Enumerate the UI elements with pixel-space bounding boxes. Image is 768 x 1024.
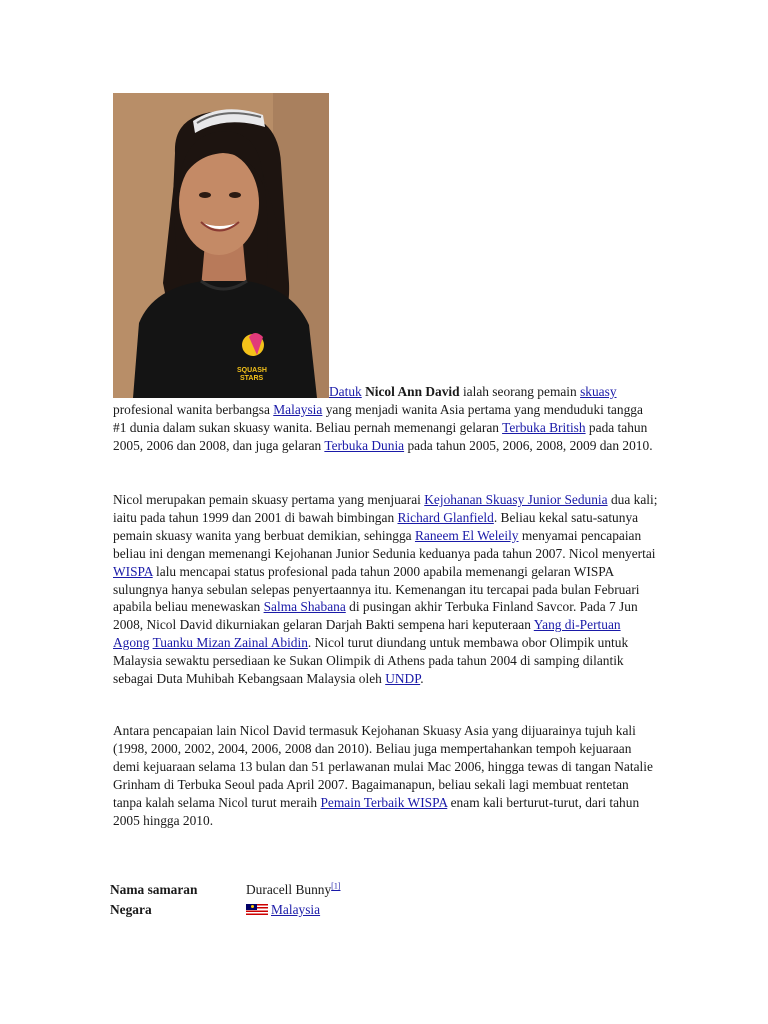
svg-text:SQUASH: SQUASH [237, 367, 267, 374]
country-value [246, 900, 510, 920]
terbuka-british-link[interactable]: Terbuka British [502, 419, 586, 435]
infobox [110, 880, 510, 920]
tuanku-mizan-link[interactable]: Tuanku Mizan Zainal Abidin [152, 635, 308, 651]
richard-glanfield-link[interactable]: Richard Glanfield [397, 509, 494, 525]
country-label: Negara [110, 902, 152, 917]
text-run: Nicol merupakan pemain skuasy pertama yang menjuarai [113, 492, 425, 507]
datuk-link[interactable]: Datuk [329, 384, 362, 399]
terbuka-dunia-link[interactable]: Terbuka Dunia [324, 437, 405, 453]
yang-di-pertuan-agong-link[interactable]: Yang di-Pertuan Agong [113, 617, 621, 651]
text-run: dua kali; iaitu pada tahun 1999 dan 2001 di bawah bimbingan [113, 492, 658, 525]
intro-paragraph [113, 383, 658, 455]
text-run: menyamai pencapaian beliau ini dengan memenangi Kejohanan Junior Sedunia keduanya pada tahun 2007. Nicol menyertai [113, 527, 656, 561]
text-run: pada tahun 2005, 2006 dan 2008, dan juga gelaran [113, 419, 648, 453]
salma-shabana-link[interactable]: Salma Shabana [263, 599, 346, 615]
infobox-row-nickname [110, 880, 510, 900]
portrait-illustration [113, 93, 329, 398]
text-run: . Nicol turut diundang untuk membawa obor Olimpik untuk Malaysia sewaktu persediaan ke Sukan Olimpik di Athens pada tahun 2004 di samping dilantik sebagai Duta Muhibah Kebangsaan Malaysia oleh [113, 635, 629, 687]
malaysia-flag-icon [246, 904, 268, 915]
career-paragraph [113, 491, 658, 688]
subject-name: Nicol Ann David [365, 384, 460, 399]
text-run: ialah seorang pemain [459, 384, 581, 399]
kejohanan-junior-link[interactable]: Kejohanan Skuasy Junior Sedunia [424, 492, 608, 507]
pemain-terbaik-wispa-link[interactable]: Pemain Terbaik WISPA [320, 794, 448, 810]
nickname-text: Duracell Bunny [246, 882, 332, 897]
text-run: Antara pencapaian lain Nicol David termasuk Kejohanan Skuasy Asia yang dijuarainya tujuh kali (1998, 2000, 2002, 2004, 2006, 2008 dan 2010). Beliau juga mempertahankan tempoh kejuaraan demi kejuaraan selama 13 bulan dan 51 perlawanan mulai Mac 2006, hingga tewas di tangan Natalie Grinham di Terbuka Seoul pada April 2007. Bagaimanapun, beliau sekali lagi membuat rentetan tanpa kalah selama Nicol turut meraih [113, 723, 653, 810]
text-run: pada tahun 2005, 2006, 2008, 2009 dan 2010. [404, 437, 653, 453]
text-run: . Beliau kekal satu-satunya pemain skuasy wanita yang berbuat demikian, sehingga [113, 509, 639, 543]
text-run: di pusingan akhir Terbuka Finland Savcor. Pada 7 Jun 2008, Nicol David dikurniakan gelaran Darjah Bakti sempena hari keputeraan [113, 599, 638, 633]
text-run: lalu mencapai status profesional pada tahun 2000 apabila memenangi gelaran WISPA sulungnya hanya sebulan selepas penyertaannya itu. Kemenangan itu tercapai pada bulan Februari apabila beliau menewaskan [113, 563, 640, 615]
achievements-paragraph [113, 722, 658, 829]
reference-link[interactable]: [1] [331, 881, 341, 891]
skuasy-link[interactable]: skuasy [580, 384, 617, 399]
wispa-link[interactable]: WISPA [113, 563, 153, 579]
nickname-label: Nama samaran [110, 882, 198, 897]
undp-link[interactable]: UNDP [385, 671, 421, 687]
text-run: enam kali berturut-turut, dari tahun 2005 hingga 2010. [113, 794, 640, 828]
country-malaysia-link[interactable]: Malaysia [271, 902, 321, 917]
raneem-el-weleily-link[interactable]: Raneem El Weleily [414, 527, 519, 543]
nicol-david-photo [113, 93, 329, 398]
text-run: . [420, 671, 424, 687]
text-run: profesional wanita berbangsa [113, 401, 274, 417]
nickname-value [246, 880, 510, 900]
malaysia-link[interactable]: Malaysia [273, 401, 323, 417]
text-run: yang menjadi wanita Asia pertama yang menduduki tangga #1 dunia dalam sukan skuasy wanita. Beliau pernah memenangi gelaran [113, 401, 643, 435]
svg-text:STARS: STARS [240, 375, 264, 382]
infobox-row-country [110, 900, 510, 920]
